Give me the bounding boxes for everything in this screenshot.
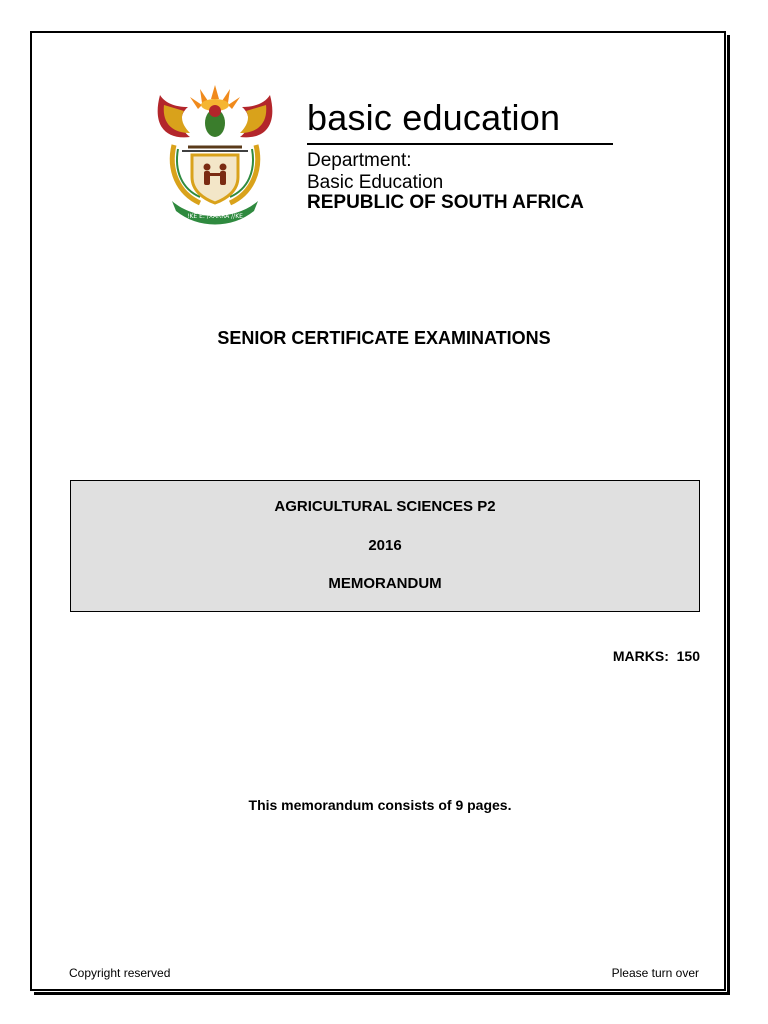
page-count-note: This memorandum consists of 9 pages. <box>248 797 512 813</box>
country-name: REPUBLIC OF SOUTH AFRICA <box>307 192 584 213</box>
brand-title: basic education <box>307 97 561 138</box>
svg-text:!KE E: /XARRA //KE: !KE E: /XARRA //KE <box>187 213 243 220</box>
exam-year: 2016 <box>368 537 402 554</box>
coat-of-arms-logo <box>150 75 280 225</box>
department-name: Basic Education <box>307 172 444 193</box>
document-type: MEMORANDUM <box>328 575 442 592</box>
footer-copyright: Copyright reserved <box>69 966 171 980</box>
exam-title: SENIOR CERTIFICATE EXAMINATIONS <box>217 328 551 348</box>
department-label: Department: <box>307 150 412 171</box>
subject-title-box <box>70 480 700 612</box>
brand-underline <box>307 143 613 145</box>
footer-turn-over: Please turn over <box>611 966 699 980</box>
total-marks: MARKS: 150 <box>612 648 700 664</box>
subject-name: AGRICULTURAL SCIENCES P2 <box>274 498 496 515</box>
